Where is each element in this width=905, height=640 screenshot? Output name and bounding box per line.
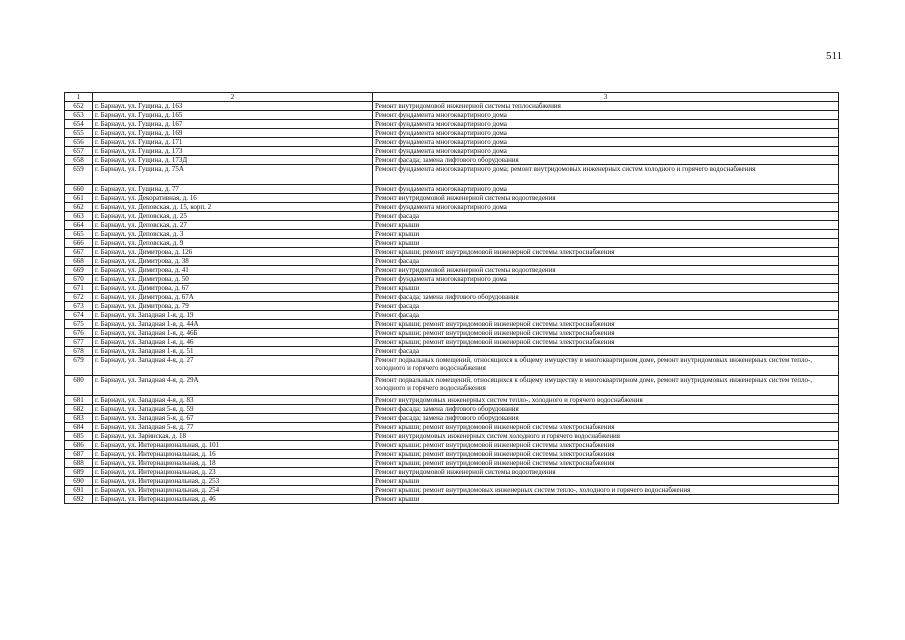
row-number-cell: 681 bbox=[65, 396, 93, 405]
work-type-cell: Ремонт фасада; замена лифтового оборудования bbox=[373, 293, 839, 302]
table-row bbox=[65, 203, 839, 212]
row-number-cell: 692 bbox=[65, 495, 93, 504]
works-table bbox=[64, 92, 839, 504]
address-cell: г. Барнаул, ул. Западная 1-я, д. 46Б bbox=[93, 329, 373, 338]
address-cell: г. Барнаул, ул. Димитрова, д. 79 bbox=[93, 302, 373, 311]
work-type-cell: Ремонт крыши bbox=[373, 239, 839, 248]
row-number-cell: 675 bbox=[65, 320, 93, 329]
row-number-cell: 672 bbox=[65, 293, 93, 302]
table-row bbox=[65, 477, 839, 486]
work-type-cell: Ремонт фундамента многоквартирного дома bbox=[373, 147, 839, 156]
address-cell: г. Барнаул, ул. Интернациональная, д. 18 bbox=[93, 459, 373, 468]
row-number-cell: 676 bbox=[65, 329, 93, 338]
table-row bbox=[65, 459, 839, 468]
work-type-cell: Ремонт фундамента многоквартирного дома; ремонт внутридомовых инженерных систем холодного и горячего водоснабжения bbox=[373, 165, 839, 185]
row-number-cell: 677 bbox=[65, 338, 93, 347]
work-type-cell: Ремонт фундамента многоквартирного дома bbox=[373, 185, 839, 194]
table-row bbox=[65, 230, 839, 239]
table-row bbox=[65, 432, 839, 441]
address-cell: г. Барнаул, ул. Димитрова, д. 38 bbox=[93, 257, 373, 266]
table-row bbox=[65, 405, 839, 414]
column-header-2: 2 bbox=[93, 93, 373, 102]
work-type-cell: Ремонт крыши; ремонт внутридомовой инженерной системы электроснабжения bbox=[373, 459, 839, 468]
row-number-cell: 678 bbox=[65, 347, 93, 356]
work-type-cell: Ремонт фасада bbox=[373, 257, 839, 266]
row-number-cell: 664 bbox=[65, 221, 93, 230]
address-cell: г. Барнаул, ул. Гущина, д. 167 bbox=[93, 120, 373, 129]
table-row bbox=[65, 221, 839, 230]
row-number-cell: 654 bbox=[65, 120, 93, 129]
table-row bbox=[65, 111, 839, 120]
address-cell: г. Барнаул, ул. Западная 1-я, д. 44А bbox=[93, 320, 373, 329]
address-cell: г. Барнаул, ул. Гущина, д. 75А bbox=[93, 165, 373, 185]
address-cell: г. Барнаул, ул. Интернациональная, д. 101 bbox=[93, 441, 373, 450]
table-row bbox=[65, 156, 839, 165]
row-number-cell: 662 bbox=[65, 203, 93, 212]
address-cell: г. Барнаул, ул. Интернациональная, д. 16 bbox=[93, 450, 373, 459]
table-row bbox=[65, 212, 839, 221]
column-header-3: 3 bbox=[373, 93, 839, 102]
row-number-cell: 684 bbox=[65, 423, 93, 432]
work-type-cell: Ремонт крыши; ремонт внутридомовой инженерной системы электроснабжения bbox=[373, 450, 839, 459]
table-row bbox=[65, 311, 839, 320]
table-row bbox=[65, 120, 839, 129]
address-cell: г. Барнаул, ул. Димитрова, д. 41 bbox=[93, 266, 373, 275]
table-row bbox=[65, 165, 839, 185]
row-number-cell: 671 bbox=[65, 284, 93, 293]
address-cell: г. Барнаул, ул. Деповская, д. 25 bbox=[93, 212, 373, 221]
column-header-1: 1 bbox=[65, 93, 93, 102]
address-cell: г. Барнаул, ул. Западная 1-я, д. 19 bbox=[93, 311, 373, 320]
row-number-cell: 687 bbox=[65, 450, 93, 459]
work-type-cell: Ремонт подвальных помещений, относящихся к общему имуществу в многоквартирном доме, ремонт внутридомовых инженерных систем тепло-, холодного и горячего водоснабжения bbox=[373, 356, 839, 376]
table-row bbox=[65, 239, 839, 248]
table-row bbox=[65, 338, 839, 347]
address-cell: г. Барнаул, ул. Деповская, д. 27 bbox=[93, 221, 373, 230]
address-cell: г. Барнаул, ул. Интернациональная, д. 253 bbox=[93, 477, 373, 486]
address-cell: г. Барнаул, ул. Деповская, д. 3 bbox=[93, 230, 373, 239]
row-number-cell: 670 bbox=[65, 275, 93, 284]
work-type-cell: Ремонт крыши bbox=[373, 230, 839, 239]
work-type-cell: Ремонт крыши bbox=[373, 284, 839, 293]
work-type-cell: Ремонт фундамента многоквартирного дома bbox=[373, 120, 839, 129]
work-type-cell: Ремонт крыши; ремонт внутридомовой инженерной системы электроснабжения bbox=[373, 423, 839, 432]
table-row bbox=[65, 450, 839, 459]
table-row bbox=[65, 248, 839, 257]
row-number-cell: 655 bbox=[65, 129, 93, 138]
table-row bbox=[65, 356, 839, 376]
work-type-cell: Ремонт фундамента многоквартирного дома bbox=[373, 203, 839, 212]
work-type-cell: Ремонт крыши bbox=[373, 477, 839, 486]
row-number-cell: 689 bbox=[65, 468, 93, 477]
address-cell: г. Барнаул, ул. Гущина, д. 165 bbox=[93, 111, 373, 120]
table-header-row bbox=[65, 93, 839, 102]
page-number: 511 bbox=[826, 50, 843, 62]
row-number-cell: 660 bbox=[65, 185, 93, 194]
table-row bbox=[65, 486, 839, 495]
work-type-cell: Ремонт фасада; замена лифтового оборудования bbox=[373, 156, 839, 165]
work-type-cell: Ремонт подвальных помещений, относящихся к общему имуществу в многоквартирном доме, ремонт внутридомовых инженерных систем тепло-, холодного и горячего водоснабжения bbox=[373, 376, 839, 396]
table-row bbox=[65, 414, 839, 423]
row-number-cell: 659 bbox=[65, 165, 93, 185]
table-row bbox=[65, 275, 839, 284]
work-type-cell: Ремонт внутридомовой инженерной системы теплоснабжения bbox=[373, 102, 839, 111]
row-number-cell: 685 bbox=[65, 432, 93, 441]
row-number-cell: 674 bbox=[65, 311, 93, 320]
address-cell: г. Барнаул, ул. Западная 4-я, д. 29А bbox=[93, 376, 373, 396]
address-cell: г. Барнаул, ул. Западная 4-я, д. 27 bbox=[93, 356, 373, 376]
address-cell: г. Барнаул, ул. Интернациональная, д. 23 bbox=[93, 468, 373, 477]
row-number-cell: 686 bbox=[65, 441, 93, 450]
row-number-cell: 667 bbox=[65, 248, 93, 257]
row-number-cell: 668 bbox=[65, 257, 93, 266]
row-number-cell: 663 bbox=[65, 212, 93, 221]
table-row bbox=[65, 284, 839, 293]
address-cell: г. Барнаул, ул. Гущина, д. 173Д bbox=[93, 156, 373, 165]
table-row bbox=[65, 194, 839, 203]
address-cell: г. Барнаул, ул. Димитрова, д. 126 bbox=[93, 248, 373, 257]
address-cell: г. Барнаул, ул. Димитрова, д. 67А bbox=[93, 293, 373, 302]
table-row bbox=[65, 138, 839, 147]
work-type-cell: Ремонт крыши; ремонт внутридомовых инженерных систем тепло-, холодного и горячего водоснабжения bbox=[373, 486, 839, 495]
row-number-cell: 665 bbox=[65, 230, 93, 239]
address-cell: г. Барнаул, ул. Гущина, д. 169 bbox=[93, 129, 373, 138]
address-cell: г. Барнаул, ул. Гущина, д. 173 bbox=[93, 147, 373, 156]
work-type-cell: Ремонт фасада bbox=[373, 302, 839, 311]
work-type-cell: Ремонт внутридомовой инженерной системы водоотведения bbox=[373, 194, 839, 203]
address-cell: г. Барнаул, ул. Западная 5-я, д. 67 bbox=[93, 414, 373, 423]
address-cell: г. Барнаул, ул. Западная 4-я, д. 83 bbox=[93, 396, 373, 405]
work-type-cell: Ремонт крыши; ремонт внутридомовой инженерной системы электроснабжения bbox=[373, 338, 839, 347]
address-cell: г. Барнаул, ул. Деповская, д. 9 bbox=[93, 239, 373, 248]
table-row bbox=[65, 257, 839, 266]
table-row bbox=[65, 329, 839, 338]
table-row bbox=[65, 396, 839, 405]
work-type-cell: Ремонт фасада; замена лифтового оборудования bbox=[373, 414, 839, 423]
work-type-cell: Ремонт фундамента многоквартирного дома bbox=[373, 129, 839, 138]
work-type-cell: Ремонт внутридомовых инженерных систем тепло-, холодного и горячего водоснабжения bbox=[373, 396, 839, 405]
row-number-cell: 688 bbox=[65, 459, 93, 468]
work-type-cell: Ремонт внутридомовой инженерной системы водоотведения bbox=[373, 468, 839, 477]
address-cell: г. Барнаул, ул. Гущина, д. 171 bbox=[93, 138, 373, 147]
table-row bbox=[65, 468, 839, 477]
work-type-cell: Ремонт крыши; ремонт внутридомовой инженерной системы электроснабжения bbox=[373, 320, 839, 329]
row-number-cell: 656 bbox=[65, 138, 93, 147]
work-type-cell: Ремонт фундамента многоквартирного дома bbox=[373, 111, 839, 120]
table-row bbox=[65, 376, 839, 396]
address-cell: г. Барнаул, ул. Заринская, д. 18 bbox=[93, 432, 373, 441]
row-number-cell: 669 bbox=[65, 266, 93, 275]
address-cell: г. Барнаул, ул. Декоративная, д. 16 bbox=[93, 194, 373, 203]
work-type-cell: Ремонт крыши; ремонт внутридомовой инженерной системы электроснабжения bbox=[373, 248, 839, 257]
address-cell: г. Барнаул, ул. Западная 5-я, д. 59 bbox=[93, 405, 373, 414]
row-number-cell: 658 bbox=[65, 156, 93, 165]
work-type-cell: Ремонт фасада bbox=[373, 347, 839, 356]
row-number-cell: 682 bbox=[65, 405, 93, 414]
table-row bbox=[65, 147, 839, 156]
address-cell: г. Барнаул, ул. Деповская, д. 15, корп. 2 bbox=[93, 203, 373, 212]
address-cell: г. Барнаул, ул. Западная 1-я, д. 46 bbox=[93, 338, 373, 347]
table-row bbox=[65, 293, 839, 302]
table-row bbox=[65, 347, 839, 356]
address-cell: г. Барнаул, ул. Западная 1-я, д. 51 bbox=[93, 347, 373, 356]
row-number-cell: 666 bbox=[65, 239, 93, 248]
table-row bbox=[65, 102, 839, 111]
address-cell: г. Барнаул, ул. Гущина, д. 77 bbox=[93, 185, 373, 194]
row-number-cell: 690 bbox=[65, 477, 93, 486]
table-row bbox=[65, 185, 839, 194]
work-type-cell: Ремонт фундамента многоквартирного дома bbox=[373, 275, 839, 284]
table-row bbox=[65, 320, 839, 329]
address-cell: г. Барнаул, ул. Димитрова, д. 67 bbox=[93, 284, 373, 293]
work-type-cell: Ремонт крыши; ремонт внутридомовой инженерной системы электроснабжения bbox=[373, 441, 839, 450]
table-row bbox=[65, 495, 839, 504]
row-number-cell: 657 bbox=[65, 147, 93, 156]
work-type-cell: Ремонт крыши; ремонт внутридомовой инженерной системы электроснабжения bbox=[373, 329, 839, 338]
work-type-cell: Ремонт фасада bbox=[373, 212, 839, 221]
row-number-cell: 679 bbox=[65, 356, 93, 376]
address-cell: г. Барнаул, ул. Димитрова, д. 50 bbox=[93, 275, 373, 284]
table-row bbox=[65, 129, 839, 138]
table-row bbox=[65, 423, 839, 432]
row-number-cell: 673 bbox=[65, 302, 93, 311]
address-cell: г. Барнаул, ул. Гущина, д. 163 bbox=[93, 102, 373, 111]
table-row bbox=[65, 441, 839, 450]
row-number-cell: 680 bbox=[65, 376, 93, 396]
address-cell: г. Барнаул, ул. Западная 5-я, д. 77 bbox=[93, 423, 373, 432]
work-type-cell: Ремонт внутридомовой инженерной системы водоотведения bbox=[373, 266, 839, 275]
table-row bbox=[65, 266, 839, 275]
address-cell: г. Барнаул, ул. Интернациональная, д. 46 bbox=[93, 495, 373, 504]
row-number-cell: 661 bbox=[65, 194, 93, 203]
work-type-cell: Ремонт фасада bbox=[373, 311, 839, 320]
work-type-cell: Ремонт фасада; замена лифтового оборудования bbox=[373, 405, 839, 414]
row-number-cell: 652 bbox=[65, 102, 93, 111]
work-type-cell: Ремонт фундамента многоквартирного дома bbox=[373, 138, 839, 147]
work-type-cell: Ремонт крыши bbox=[373, 221, 839, 230]
work-type-cell: Ремонт крыши bbox=[373, 495, 839, 504]
row-number-cell: 683 bbox=[65, 414, 93, 423]
address-cell: г. Барнаул, ул. Интернациональная, д. 254 bbox=[93, 486, 373, 495]
row-number-cell: 653 bbox=[65, 111, 93, 120]
work-type-cell: Ремонт внутридомовых инженерных систем холодного и горячего водоснабжения bbox=[373, 432, 839, 441]
row-number-cell: 691 bbox=[65, 486, 93, 495]
table-row bbox=[65, 302, 839, 311]
